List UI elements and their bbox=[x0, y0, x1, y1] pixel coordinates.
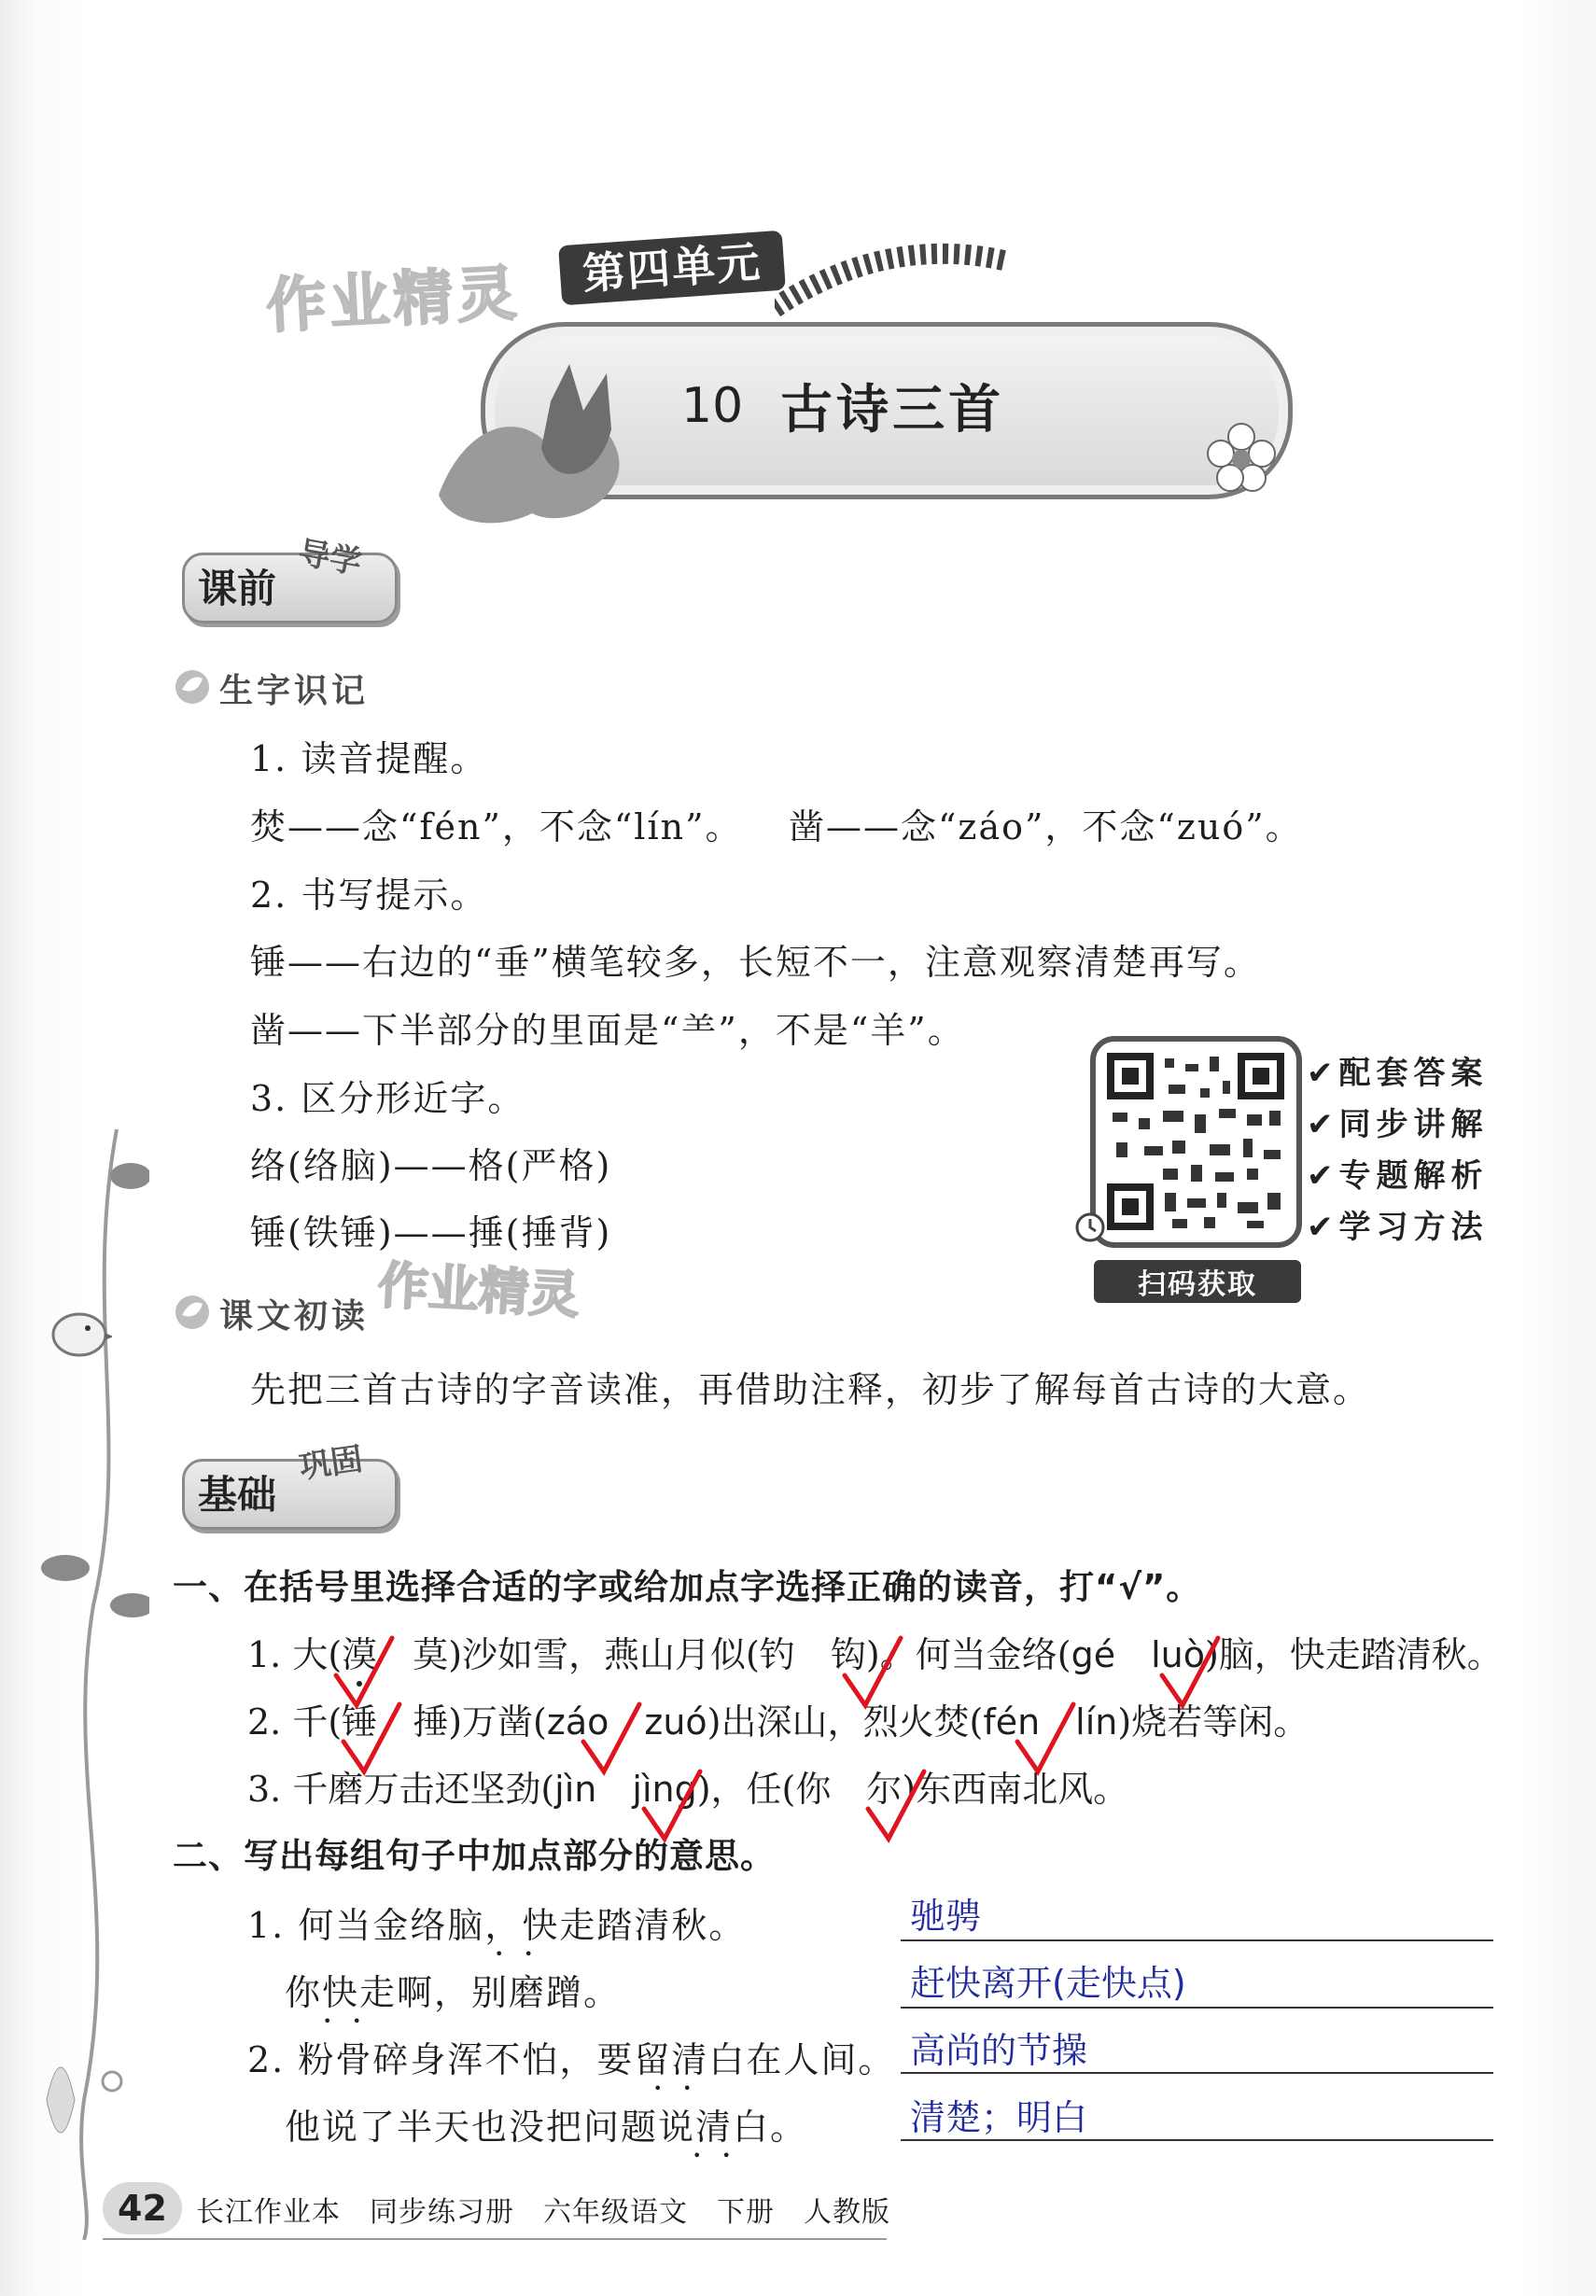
row-text: )，任( bbox=[696, 1769, 796, 1810]
qr-item-answers: ✔配套答案 bbox=[1307, 1055, 1489, 1092]
choice-option[interactable]: 你 bbox=[795, 1769, 832, 1810]
row-text: )沙如雪，燕山月似( bbox=[448, 1634, 760, 1675]
choice-option[interactable]: 钓 bbox=[759, 1634, 795, 1675]
reading-heading: 课文初读 bbox=[219, 1297, 370, 1336]
item2-line2: 凿——下半部分的里面是“⺷”，不是“羊”。 bbox=[250, 1010, 965, 1051]
stripe-decoration bbox=[775, 224, 1017, 327]
basics-badge-small: 巩固 bbox=[297, 1440, 365, 1487]
q2-title: 二、写出每组句子中加点部分的意思。 bbox=[173, 1836, 776, 1876]
qr-item-topics: ✔专题解析 bbox=[1307, 1157, 1489, 1195]
emphasis-dots: •• bbox=[693, 2147, 751, 2164]
choice-option[interactable]: zuó bbox=[644, 1701, 707, 1743]
row-text: )。何当金络( bbox=[865, 1634, 1071, 1675]
choice-option[interactable]: 莫 bbox=[413, 1634, 449, 1675]
answer-1[interactable]: 驰骋 bbox=[910, 1896, 982, 1937]
book-info: 长江作业本 同步练习册 六年级语文 下册 人教版 bbox=[196, 2196, 890, 2229]
choice-option[interactable]: luò bbox=[1151, 1634, 1205, 1675]
choice-option[interactable]: 钩 bbox=[830, 1634, 866, 1675]
bird-icon bbox=[37, 1297, 112, 1363]
emphasis-dots: •• bbox=[495, 1945, 553, 1963]
vine-decoration bbox=[28, 1120, 149, 2240]
qr-item-explain: ✔同步讲解 bbox=[1307, 1106, 1489, 1143]
q2-line-3: 2. 粉骨碎身浑不怕，要留清白在人间。 bbox=[247, 2039, 896, 2080]
answer-3[interactable]: 高尚的节操 bbox=[910, 2030, 1088, 2071]
q1-row-2 bbox=[247, 1693, 1309, 1744]
watermark-2: 作业精灵 bbox=[376, 1255, 581, 1325]
reading-text: 先把三首古诗的字音读准，再借助注释，初步了解每首古诗的大意。 bbox=[250, 1369, 1371, 1410]
qr-item-label: 同步讲解 bbox=[1338, 1106, 1489, 1143]
lesson-number: 10 bbox=[681, 378, 744, 434]
row-text: 3. 千磨万击还坚劲( bbox=[247, 1769, 555, 1810]
row-text: )出深山，烈火焚( bbox=[707, 1701, 984, 1743]
row-text: )万凿( bbox=[448, 1701, 547, 1743]
answer-line bbox=[901, 2007, 1493, 2009]
choice-option[interactable]: 尔 bbox=[866, 1769, 903, 1810]
item3-title: 3. 区分形近字。 bbox=[250, 1078, 525, 1119]
answer-line bbox=[901, 2072, 1493, 2074]
emphasis-dots: •• bbox=[323, 2012, 382, 2030]
leaf-bullet-icon bbox=[173, 667, 212, 707]
qr-item-methods: ✔学习方法 bbox=[1307, 1209, 1489, 1246]
qr-item-label: 配套答案 bbox=[1338, 1055, 1489, 1092]
qr-item-label: 学习方法 bbox=[1338, 1209, 1489, 1246]
choice-option[interactable]: gé bbox=[1071, 1634, 1116, 1675]
footer-rule bbox=[103, 2238, 887, 2240]
q2-line-2: 你快走啊，别磨蹭。 bbox=[285, 1972, 622, 2013]
q1-row-1 bbox=[247, 1626, 1503, 1677]
unit-label: 第四单元 bbox=[581, 236, 763, 300]
scan-label: 扫码获取 bbox=[1138, 1268, 1257, 1301]
choice-option[interactable]: fén bbox=[983, 1701, 1041, 1743]
preview-badge-main: 课前 bbox=[198, 566, 277, 611]
row-text: 1. 大( bbox=[247, 1634, 343, 1675]
scan-button[interactable] bbox=[1094, 1260, 1301, 1303]
page-number: 42 bbox=[118, 2188, 167, 2229]
item3-line2: 锤(铁锤)——捶(捶背) bbox=[250, 1212, 612, 1253]
choice-option[interactable]: jìng bbox=[632, 1769, 697, 1810]
item2-title: 2. 书写提示。 bbox=[250, 875, 488, 916]
q1-row-3 bbox=[247, 1760, 1128, 1812]
leaf-bullet-icon bbox=[173, 1293, 212, 1332]
item2-line1: 锤——右边的“垂”横笔较多，长短不一，注意观察清楚再写。 bbox=[250, 942, 1261, 983]
answer-line bbox=[901, 1939, 1493, 1941]
qr-code-icon bbox=[1107, 1053, 1284, 1230]
item3-line1: 络(络脑)——格(严格) bbox=[250, 1145, 612, 1186]
row-text: )烧若等闲。 bbox=[1117, 1701, 1309, 1743]
qr-frame[interactable] bbox=[1090, 1036, 1302, 1248]
choice-option[interactable]: 漠 bbox=[342, 1626, 377, 1677]
emphasis-dots: •• bbox=[653, 2079, 712, 2097]
row-text: 2. 千( bbox=[247, 1701, 343, 1743]
answer-4[interactable]: 清楚；明白 bbox=[910, 2097, 1088, 2138]
char-heading: 生字识记 bbox=[219, 672, 370, 710]
row-text: )东西南北风。 bbox=[902, 1769, 1129, 1810]
choice-option[interactable]: 捶 bbox=[413, 1701, 449, 1743]
watermark: 作业精灵 bbox=[264, 259, 523, 343]
preview-badge-small: 导学 bbox=[295, 534, 365, 582]
choice-option[interactable]: lín bbox=[1075, 1701, 1118, 1743]
basics-badge-main: 基础 bbox=[198, 1472, 277, 1518]
choice-option[interactable]: jìn bbox=[554, 1769, 597, 1810]
lesson-heading bbox=[681, 369, 1073, 443]
q2-line-1: 1. 何当金络脑，快走踏清秋。 bbox=[247, 1905, 747, 1946]
clock-icon bbox=[1071, 1209, 1109, 1246]
lesson-title: 古诗三首 bbox=[780, 379, 1005, 441]
unit-tab bbox=[558, 231, 786, 306]
item1-line-a: 焚——念“fén”，不念“lín”。 bbox=[250, 806, 743, 847]
row-text: )脑，快走踏清秋。 bbox=[1204, 1634, 1503, 1675]
page-number-badge bbox=[103, 2182, 182, 2234]
q1-title: 一、在括号里选择合适的字或给加点字选择正确的读音，打“√”。 bbox=[173, 1567, 1202, 1607]
choice-option[interactable]: 锤 bbox=[342, 1701, 378, 1743]
q2-line-4: 他说了半天也没把问题说清白。 bbox=[285, 2107, 808, 2148]
answer-line bbox=[901, 2139, 1493, 2141]
choice-option[interactable]: záo bbox=[546, 1701, 609, 1743]
qr-item-label: 专题解析 bbox=[1338, 1157, 1489, 1195]
flower-icon bbox=[1204, 420, 1279, 495]
fox-icon bbox=[411, 308, 653, 541]
item1-line-b: 凿——念“záo”，不念“zuó”。 bbox=[789, 806, 1303, 847]
item1-title: 1. 读音提醒。 bbox=[250, 738, 488, 779]
answer-2[interactable]: 赶快离开(走快点) bbox=[910, 1963, 1186, 2004]
